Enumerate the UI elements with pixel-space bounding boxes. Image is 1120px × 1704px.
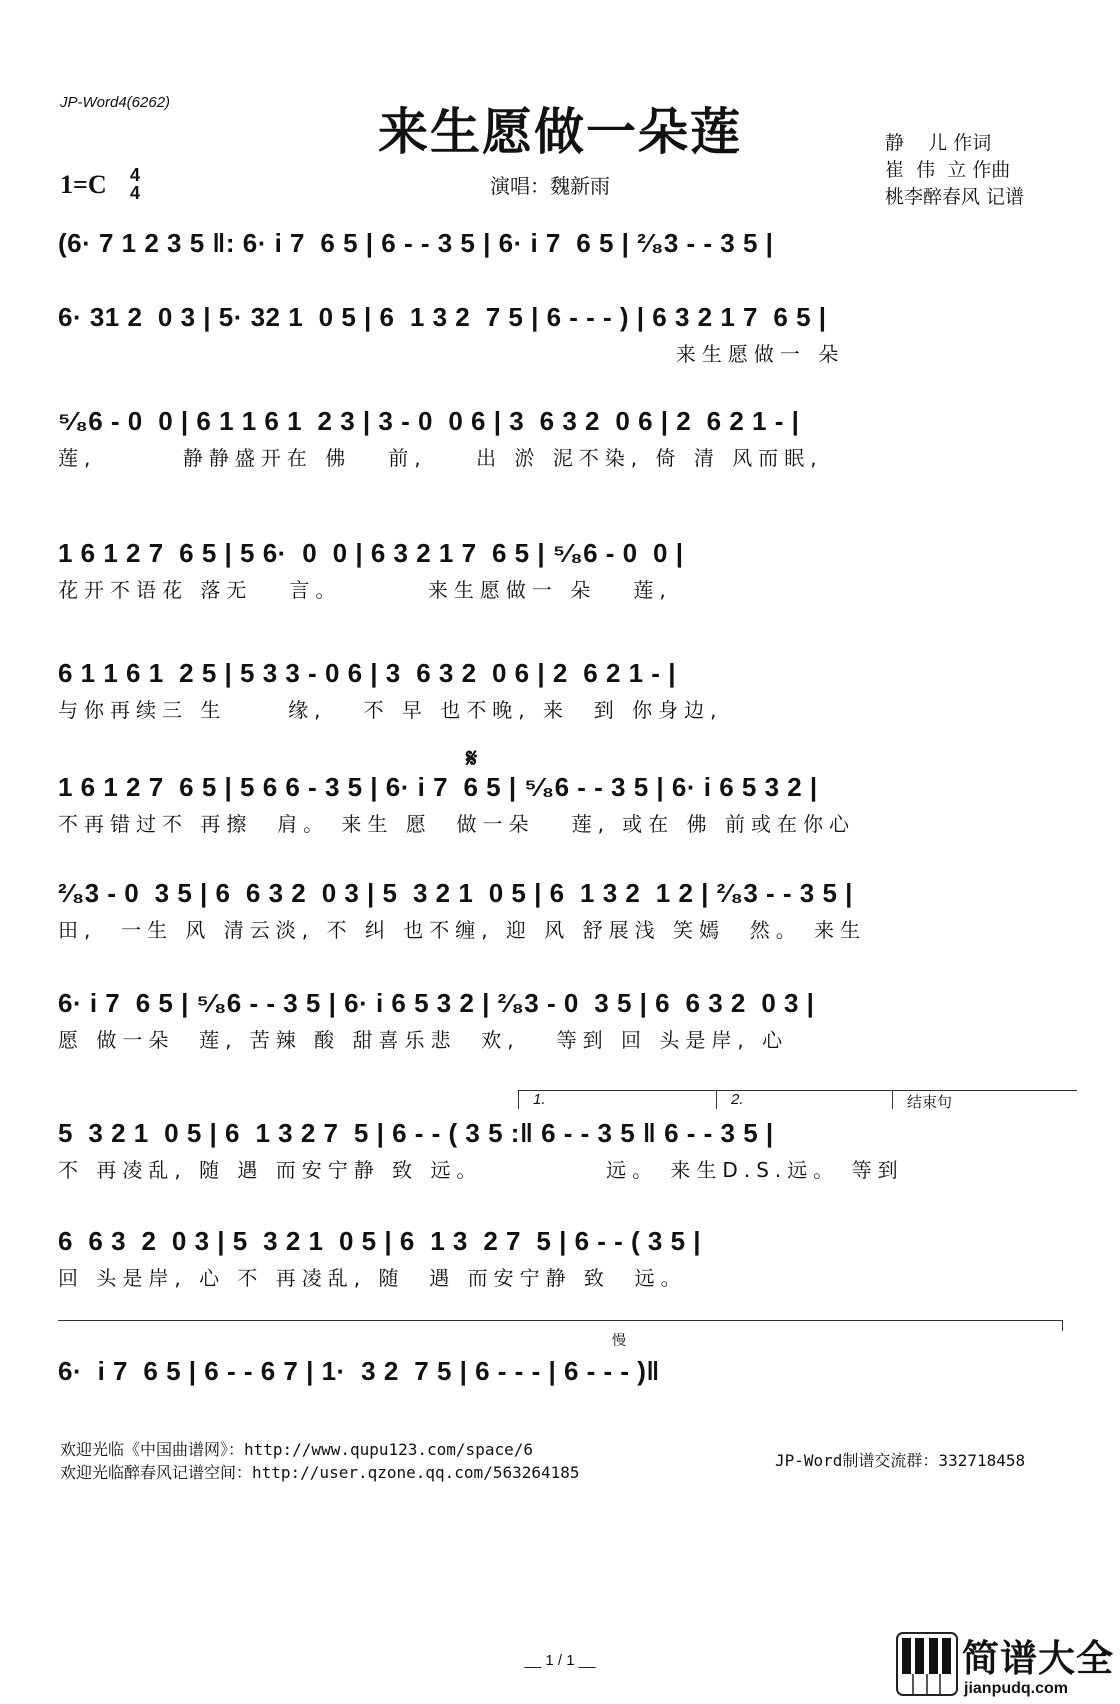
volta-second: 2. (716, 1090, 901, 1109)
volta-first: 1. (518, 1090, 723, 1109)
notes-line: 6· 31 2 0 3 | 5· 32 1 0 5 | 6 1 3 2 7 5 | 6 - - - ) | 6 3 2 1 7 6 5 | (58, 302, 827, 332)
composer-credit: 崔 伟 立 作曲 (885, 159, 1011, 181)
welcome-link-1[interactable]: 欢迎光临《中国曲谱网》：http://www.qupu123.com/space/6 (60, 1440, 533, 1459)
notes-line: 6 6 3 2 0 3 | 5 3 2 1 0 5 | 6 1 3 2 7 5 | 6 - - ( 3 5 | (58, 1226, 702, 1256)
credits (885, 130, 1024, 211)
score-system-4 (58, 536, 1062, 604)
lyrics-line: 来生愿做一 朵 (58, 342, 845, 366)
notes-line: 6· i 7 6 5 | 6 - - 6 7 | 1· 3 2 7 5 | 6 - - - | 6 - - - )‖ (58, 1356, 660, 1386)
lyrics-line: 不再错过不 再擦 肩。 来生 愿 做一朵 莲, 或在 佛 前或在你心 (58, 812, 856, 836)
score-system-8 (58, 986, 1062, 1054)
song-title: 来生愿做一朵莲 (378, 102, 742, 161)
notes-line: (6· 7 1 2 3 5 ‖: 6· i 7 6 5 | 6 - - 3 5 | 6· i 7 6 5 | ²⁄₈3 - - 3 5 | (58, 228, 774, 258)
score-system-7 (58, 876, 1062, 944)
lyrics-line: 花开不语花 落无 言。 来生愿做一 朵 莲, (58, 578, 672, 602)
slow-marking: 慢 (612, 1333, 626, 1349)
lyrics-line: 不 再凌乱, 随 遇 而安宁静 致 远。 远。 来生D.S.远。 等到 (58, 1158, 904, 1182)
page-number: __ 1 / 1 __ (524, 1652, 596, 1669)
transcriber-credit: 桃李醉春风 记谱 (885, 186, 1025, 208)
lyrics-line: 与你再续三 生 缘, 不 早 也不晚, 来 到 你身边, (58, 698, 723, 722)
lyrics-line (58, 266, 1062, 294)
lyrics-line: 田, 一生 风 清云淡, 不 纠 也不缠, 迎 风 舒展浅 笑嫣 然。 来生 (58, 918, 867, 942)
key-signature: 1=C (60, 170, 107, 199)
logo-url: jianpudq.com (964, 1680, 1068, 1697)
logo-text: 简谱大全 (962, 1637, 1114, 1680)
notes-line: 1 6 1 2 7 6 5 | 5 6 6 - 3 5 | 6· i 7 6 5 | ⁵⁄₈6 - - 3 5 | 6· i 6 5 3 2 | (58, 772, 818, 802)
lyrics-line: 愿 做一朵 莲, 苦辣 酸 甜喜乐悲 欢, 等到 回 头是岸, 心 (58, 1028, 789, 1052)
notes-line: 6· i 7 6 5 | ⁵⁄₈6 - - 3 5 | 6· i 6 5 3 2 | ²⁄₈3 - 0 3 5 | 6 6 3 2 0 3 | (58, 988, 815, 1018)
segno-mark: 𝄋 (466, 744, 478, 774)
singer: 演唱：魏新雨 (490, 174, 610, 198)
score-system-6 (58, 770, 1062, 838)
score-system-10 (58, 1224, 1062, 1292)
coda-bracket (58, 1320, 1063, 1331)
ending-phrase-label: 结束句 (892, 1090, 1077, 1109)
lyrics-line: 莲, 静静盛开在 佛 前, 出 淤 泥不染, 倚 清 风而眠, (58, 446, 823, 470)
notes-line: ⁵⁄₈6 - 0 0 | 6 1 1 6 1 2 3 | 3 - 0 0 6 | 3 6 3 2 0 6 | 2 6 2 1 - | (58, 406, 800, 436)
welcome-link-2[interactable]: 欢迎光临醉春风记谱空间：http://user.qzone.qq.com/563264185 (60, 1463, 580, 1482)
score-system-5 (58, 656, 1062, 724)
software-id: JP-Word4(6262) (60, 94, 171, 111)
score-system-11 (58, 1354, 1062, 1388)
notes-line: ²⁄₈3 - 0 3 5 | 6 6 3 2 0 3 | 5 3 2 1 0 5 | 6 1 3 2 1 2 | ²⁄₈3 - - 3 5 | (58, 878, 853, 908)
score-system-2 (58, 300, 1062, 368)
qq-group: JP-Word制谱交流群：332718458 (775, 1451, 1026, 1470)
notes-line: 1 6 1 2 7 6 5 | 5 6· 0 0 | 6 3 2 1 7 6 5 | ⁵⁄₈6 - 0 0 | (58, 538, 684, 568)
site-logo[interactable] (896, 1628, 1116, 1704)
score-system-1 (58, 226, 1062, 294)
lyrics-line: 回 头是岸, 心 不 再凌乱, 随 遇 而安宁静 致 远。 (58, 1266, 687, 1290)
score-system-9 (58, 1116, 1062, 1184)
time-signature (130, 166, 140, 202)
time-bottom: 4 (130, 183, 141, 203)
score-system-3 (58, 404, 1062, 472)
notes-line: 5 3 2 1 0 5 | 6 1 3 2 7 5 | 6 - - ( 3 5 :‖ 6 - - 3 5 ‖ 6 - - 3 5 | (58, 1118, 774, 1148)
notes-line: 6 1 1 6 1 2 5 | 5 3 3 - 0 6 | 3 6 3 2 0 6 | 2 6 2 1 - | (58, 658, 676, 688)
footer-links (60, 1438, 580, 1484)
piano-keys-icon (896, 1632, 958, 1696)
time-top: 4 (130, 165, 141, 185)
lyricist-credit: 静 儿 作词 (885, 132, 992, 154)
